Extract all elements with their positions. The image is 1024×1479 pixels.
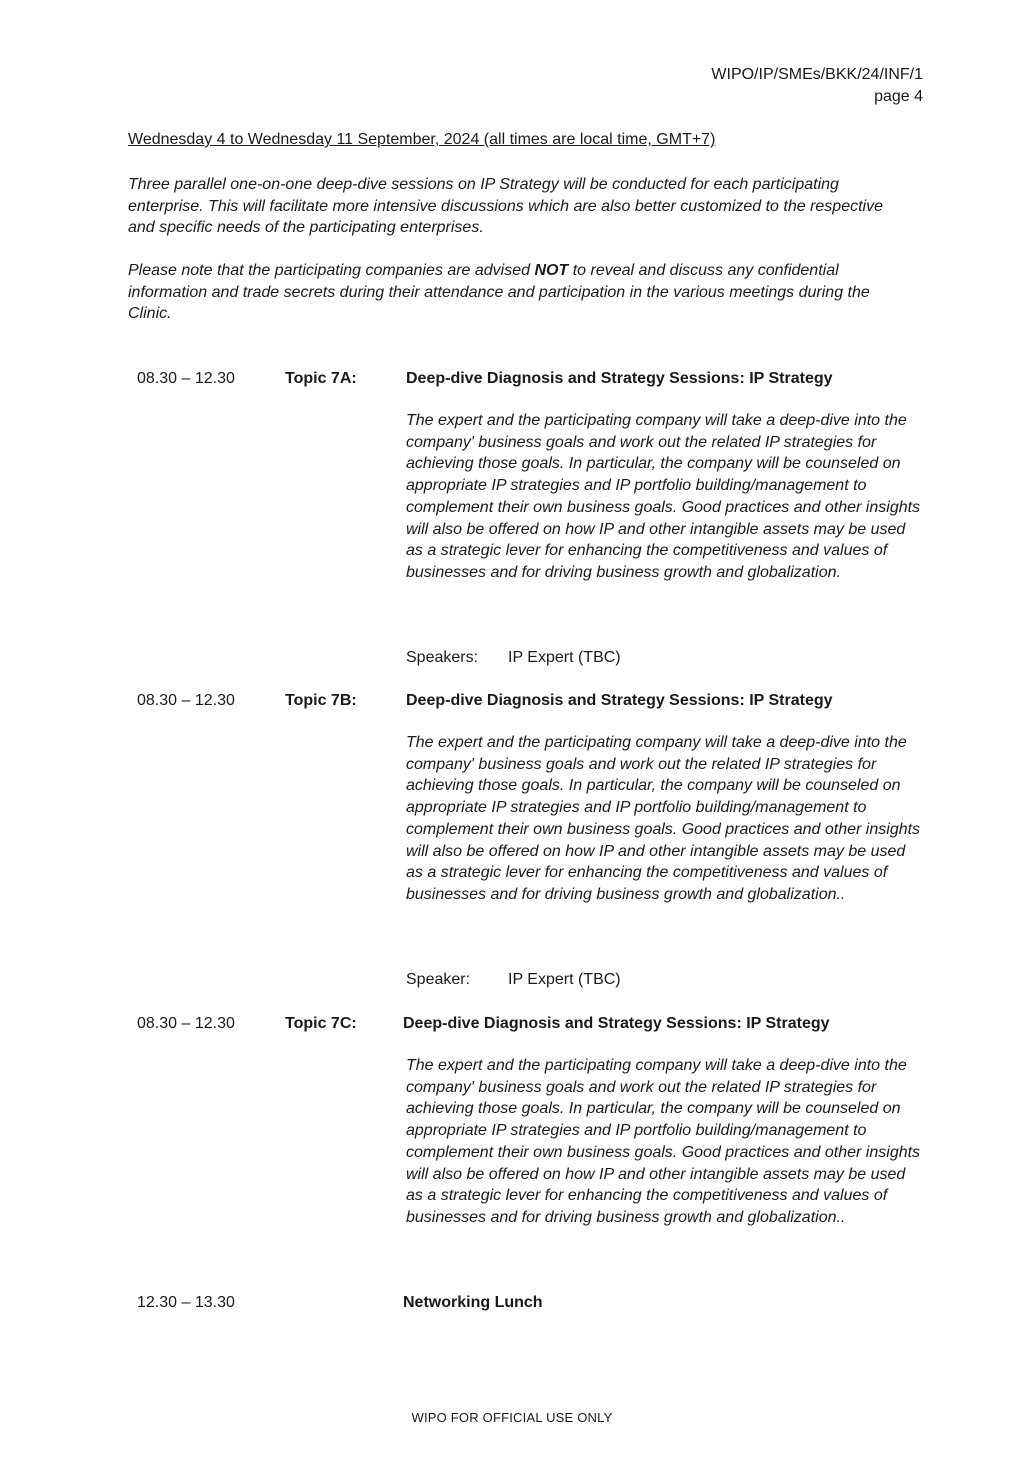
- intro-paragraph-2: Please note that the participating companies are advised NOT to reveal and discuss any confidential information and trade secrets during their attendance and participation in the various meetings during the Clinic.: [128, 262, 870, 322]
- date-line: Wednesday 4 to Wednesday 11 September, 2024 (all times are local time, GMT+7): [128, 131, 716, 148]
- speaker-label: Speaker:: [406, 971, 471, 988]
- session-topic: Topic 7C:: [285, 1015, 357, 1032]
- session-speaker: [406, 969, 621, 991]
- speaker-value: IP Expert (TBC): [508, 649, 621, 666]
- intro-paragraph-1: Three parallel one-on-one deep-dive sessions on IP Strategy will be conducted for each participating enterprise. This will facilitate more intensive discussions which are also better customized to the respective and specific needs of the participating enterprises.: [128, 176, 883, 236]
- session-description: The expert and the participating company will take a deep-dive into the company' business goals and work out the related IP strategies for achieving those goals. In particular, the company will be counseled on appropriate IP strategies and IP portfolio building/management to complement their own business goals. Good practices and other insights will also be offered on how IP and other intangible assets may be used as a strategic lever for enhancing the competitiveness and values of businesses and for driving business growth and globalization.: [406, 412, 921, 581]
- session-time: 08.30 – 12.30: [137, 1015, 235, 1032]
- page-number: page 4: [874, 88, 923, 105]
- session-time: 08.30 – 12.30: [137, 692, 235, 709]
- session-title: Deep-dive Diagnosis and Strategy Sessions: IP Strategy: [406, 692, 833, 709]
- session-description: The expert and the participating company will take a deep-dive into the company' business goals and work out the related IP strategies for achieving those goals. In particular, the company will be counseled on appropriate IP strategies and IP portfolio building/management to complement their own business goals. Good practices and other insights will also be offered on how IP and other intangible assets may be used as a strategic lever for enhancing the competitiveness and values of businesses and for driving business growth and globalization..: [406, 1057, 921, 1226]
- footer-classification: WIPO FOR OFFICIAL USE ONLY: [411, 1410, 613, 1425]
- session-time: 12.30 – 13.30: [137, 1294, 235, 1311]
- session-title: Networking Lunch: [403, 1294, 543, 1311]
- session-time: 08.30 – 12.30: [137, 370, 235, 387]
- session-title: Deep-dive Diagnosis and Strategy Sessions: IP Strategy: [403, 1015, 830, 1032]
- document-code: WIPO/IP/SMEs/BKK/24/INF/1: [711, 66, 923, 83]
- document-header: [711, 64, 923, 108]
- session-description: The expert and the participating company will take a deep-dive into the company' business goals and work out the related IP strategies for achieving those goals. In particular, the company will be counseled on appropriate IP strategies and IP portfolio building/management to complement their own business goals. Good practices and other insights will also be offered on how IP and other intangible assets may be used as a strategic lever for enhancing the competitiveness and values of businesses and for driving business growth and globalization..: [406, 734, 921, 903]
- session-speaker: [406, 647, 621, 669]
- session-title: Deep-dive Diagnosis and Strategy Sessions: IP Strategy: [406, 370, 833, 387]
- not-emphasis: NOT: [534, 262, 569, 279]
- speaker-label: Speakers:: [406, 649, 479, 666]
- session-topic: Topic 7A:: [285, 370, 357, 387]
- session-topic: Topic 7B:: [285, 692, 357, 709]
- speaker-value: IP Expert (TBC): [508, 971, 621, 988]
